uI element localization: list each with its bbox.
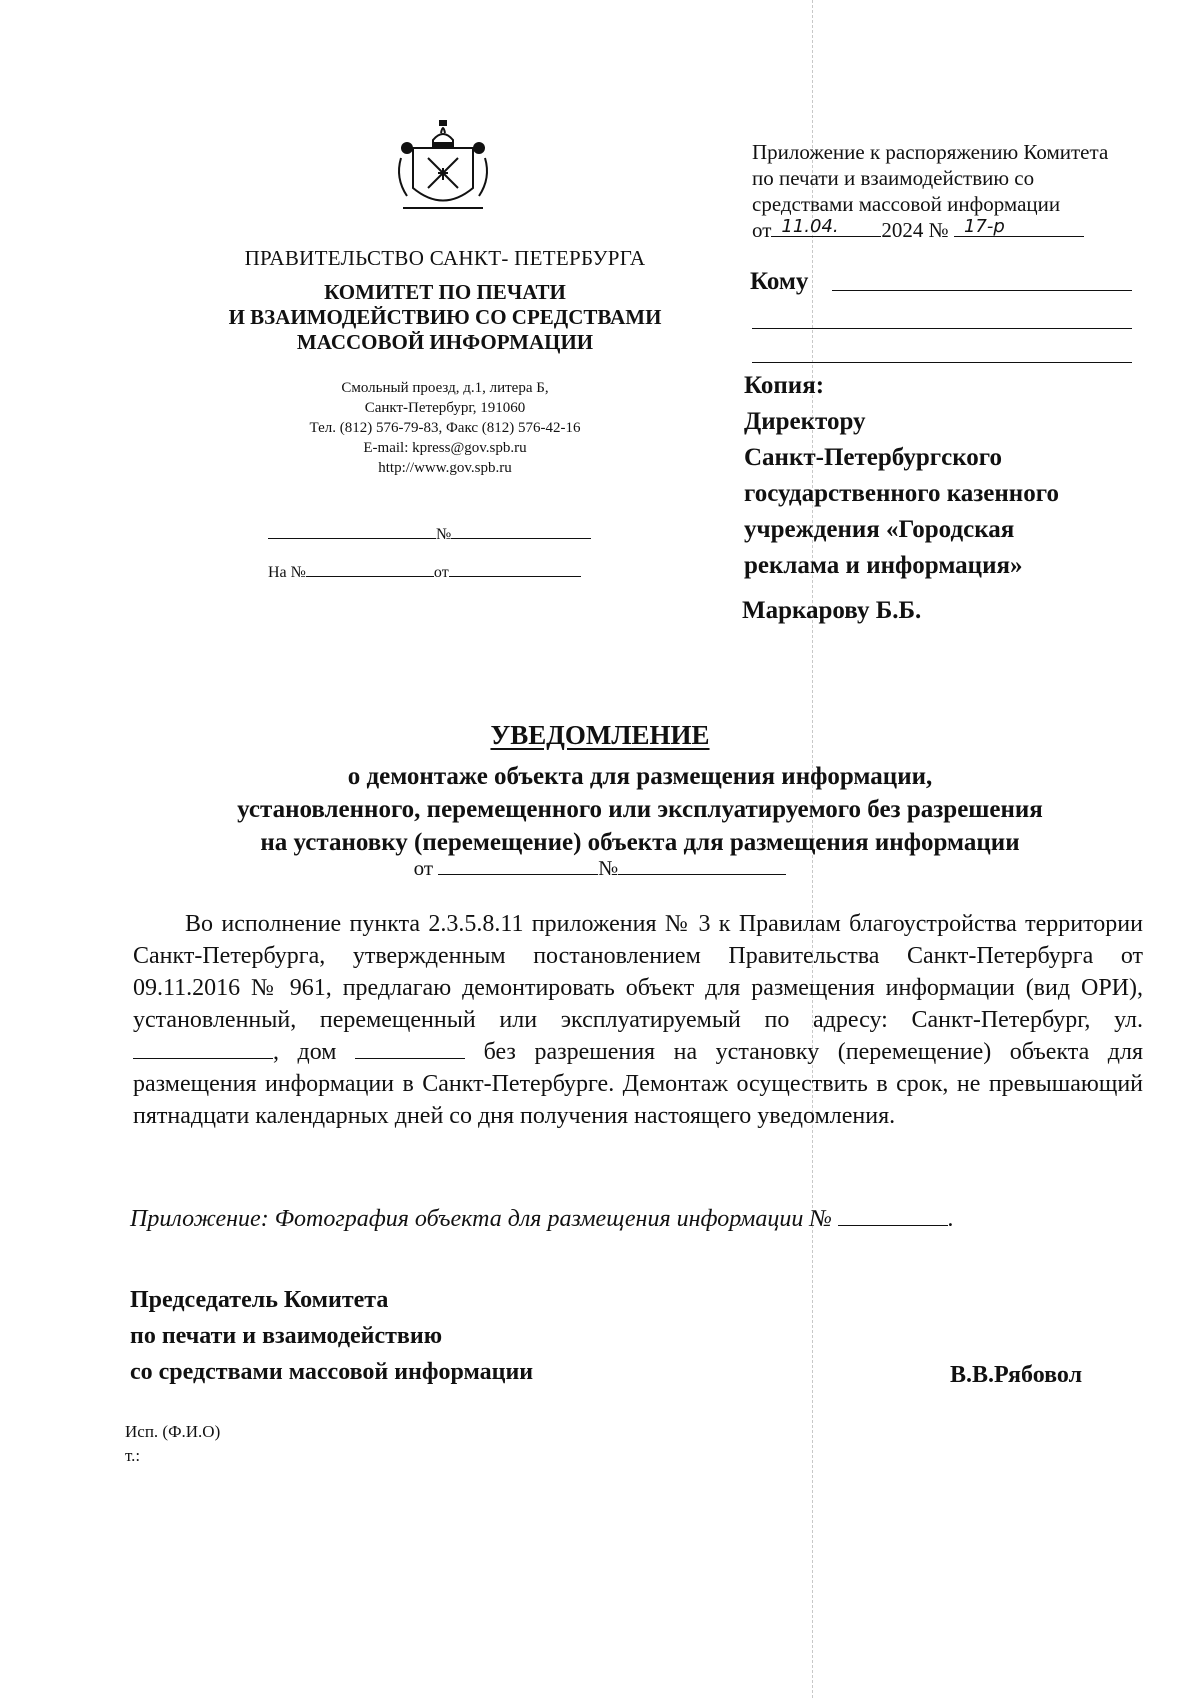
address-line: Санкт-Петербург, 191060	[364, 400, 526, 416]
committee-line: МАССОВОЙ ИНФОРМАЦИИ	[296, 330, 594, 354]
position-line: по печати и взаимодействию	[130, 1323, 443, 1349]
to-label: Кому	[750, 268, 809, 295]
appendix-note	[752, 139, 1192, 243]
subtitle-line: установленного, перемещенного или эксплуатируемого без разрешения	[237, 796, 1043, 823]
committee-line: КОМИТЕТ ПО ПЕЧАТИ	[324, 280, 566, 304]
government-name: ПРАВИТЕЛЬСТВО САНКТ- ПЕТЕРБУРГА	[244, 246, 646, 270]
recipient-name: Маркарову Б.Б.	[742, 597, 922, 624]
address-line: http://www.gov.spb.ru	[378, 460, 512, 476]
handwritten-number: 17-р	[963, 216, 1005, 237]
subtitle-line: на установку (перемещение) объекта для размещения информации	[260, 829, 1020, 856]
in-reply-from-label: от	[433, 564, 449, 581]
committee-line: И ВЗАИМОДЕЙСТВИЮ СО СРЕДСТВАМИ	[228, 305, 662, 329]
appendix-line: Приложение к распоряжению Комитета	[752, 140, 1109, 164]
appendix-line: по печати и взаимодействию со	[752, 166, 1035, 190]
copy-label: Копия:	[744, 372, 825, 399]
address-line: Тел. (812) 576-79-83, Факс (812) 576-42-16	[309, 420, 581, 436]
in-reply-label: На №	[268, 564, 306, 581]
notice-body	[133, 908, 1143, 1132]
notice-title: УВЕДОМЛЕНИЕ	[490, 720, 710, 750]
address-line: E-mail: kpress@gov.spb.ru	[363, 440, 527, 456]
street-blank	[133, 1042, 273, 1059]
notice-subtitle	[160, 760, 1120, 859]
executor-name-label: Исп. (Ф.И.О)	[125, 1422, 221, 1441]
registration-number-line	[268, 522, 591, 544]
signatory-name: В.В.Рябовол	[950, 1362, 1083, 1388]
appendix-line: средствами массовой информации	[752, 192, 1061, 216]
handwritten-date: 11.04.	[781, 216, 839, 237]
appendix-date-line: от 11.04. 2024 № 17-р	[752, 217, 1192, 243]
committee-name	[190, 280, 700, 355]
position-line: со средствами массовой информации	[130, 1359, 534, 1385]
spb-coat-of-arms-emblem	[393, 118, 493, 218]
appendix-year: 2024	[881, 218, 924, 242]
attachment-note: Приложение: Фотография объекта для размещения информации № .	[130, 1206, 954, 1232]
subtitle-line: о демонтаже объекта для размещения информации,	[347, 763, 933, 790]
executor-info	[125, 1420, 220, 1468]
notice-date-number-line: от №	[0, 856, 1200, 881]
copy-line: государственного казенного	[744, 480, 1059, 507]
signatory-position	[130, 1282, 533, 1390]
copy-line: Директору	[744, 408, 866, 435]
house-blank	[355, 1042, 465, 1059]
committee-address	[250, 378, 640, 478]
copy-line: учреждения «Городская	[744, 516, 1015, 543]
address-line: Смольный проезд, д.1, литера Б,	[341, 380, 549, 396]
position-line: Председатель Комитета	[130, 1287, 389, 1313]
copy-line: Санкт-Петербургского	[744, 444, 1002, 471]
executor-phone-label: т.:	[125, 1446, 141, 1465]
copy-line: реклама и информация»	[744, 552, 1023, 579]
body-paragraph: Во исполнение пункта 2.3.5.8.11 приложения № 3 к Правилам благоустройства территории Санкт-Петербурга, утвержденным постановлением Правительства Санкт-Петербурга от 09.11.2016 № 961, предлагаю демонтировать объект для размещения информации (вид ОРИ), установленный, перемещенный или эксплуатируемый по адресу: Санкт-Петербург, ул. , дом без разрешения на установку (перемещение) объекта для размещения информации в Санкт-Петербурге. Демонтаж осуществить в срок, не превышающий пятнадцати календарных дней со дня получения настоящего уведомления.	[133, 911, 1143, 1129]
copy-addressee	[744, 368, 1200, 584]
in-reply-line	[268, 560, 581, 582]
reg-number-label: №	[436, 526, 452, 543]
